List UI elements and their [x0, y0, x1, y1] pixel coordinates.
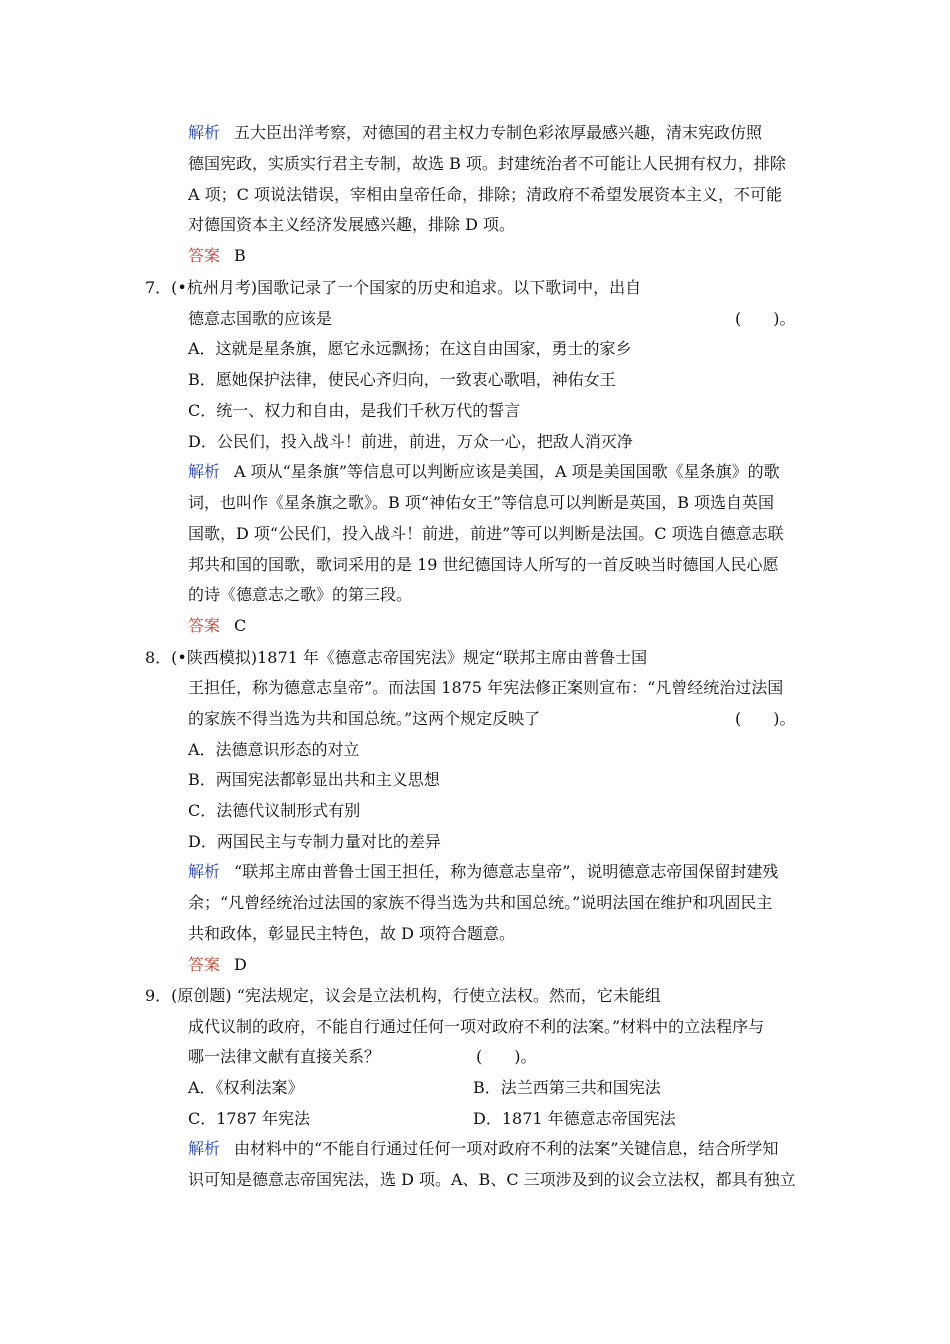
q6-analysis-line-1: 解析 五大臣出洋考察，对德国的君主权力专制色彩浓厚最感兴趣，清末宪政仿照	[188, 123, 763, 142]
q9-option-b: B．法兰西第三共和国宪法	[473, 1078, 661, 1097]
q7-analysis-line-5: 的诗《德意志之歌》的第三段。	[188, 585, 413, 604]
q9-stem-line-3: 哪一法律文献有直接关系？ ( )。	[188, 1047, 537, 1066]
q9-option-c: C．1787 年宪法	[188, 1109, 311, 1128]
answer-value: D	[234, 955, 247, 974]
answer-label: 答案	[188, 955, 221, 974]
q6-analysis-line-4: 对德国资本主义经济发展感兴趣，排除 D 项。	[188, 215, 516, 234]
q6-analysis-line-2: 德国宪政，实质实行君主专制，故选 B 项。封建统治者不可能让人民拥有权力，排除	[188, 154, 786, 173]
q8-answer	[188, 955, 247, 975]
q8-analysis-line-3: 共和政体，彰显民主特色，故 D 项符合题意。	[188, 924, 516, 943]
q7-option-c: C．统一、权力和自由，是我们千秋万代的誓言	[188, 401, 521, 420]
q7-stem-line-1: 7．(•杭州月考)国歌记录了一个国家的历史和追求。以下歌词中，出自	[145, 278, 642, 297]
analysis-label: 解析	[188, 862, 221, 881]
q8-analysis-line-2: 余；“凡曾经统治过法国的家族不得当选为共和国总统。”说明法国在维护和巩固民主	[188, 893, 773, 912]
q7-option-a: A．这就是星条旗，愿它永远飘扬；在这自由国家，勇士的家乡	[188, 339, 632, 358]
q9-option-a: A．《权利法案》	[188, 1078, 304, 1097]
q8-stem-line-2: 王担任，称为德意志皇帝”。而法国 1875 年宪法修正案则宣布：“凡曾经统治过法国	[188, 678, 784, 697]
answer-bracket: ( )。	[476, 1047, 537, 1066]
q7-answer	[188, 616, 246, 636]
q9-stem-line-2: 成代议制的政府，不能自行通过任何一项对政府不利的法案。”材料中的立法程序与	[188, 1017, 765, 1036]
q7-option-b: B．愿她保护法律，使民心齐归向，一致衷心歌唱，神佑女王	[188, 370, 616, 389]
q7-analysis-line-1: 解析 A 项从“星条旗”等信息可以判断应该是美国，A 项是美国国歌《星条旗》的歌	[188, 462, 780, 481]
answer-label: 答案	[188, 616, 221, 635]
q8-stem-line-1: 8．(•陕西模拟)1871 年《德意志帝国宪法》规定“联邦主席由普鲁士国	[145, 648, 648, 667]
q9-option-d: D．1871 年德意志帝国宪法	[473, 1109, 676, 1128]
q8-option-b: B．两国宪法都彰显出共和主义思想	[188, 770, 440, 789]
analysis-label: 解析	[188, 123, 221, 142]
answer-bracket: ( )。	[735, 709, 796, 728]
q7-stem-line-2: 德意志国歌的应该是 ( )。	[188, 309, 796, 328]
q6-answer	[188, 246, 246, 266]
q9-analysis-line-2: 识可知是德意志帝国宪法，选 D 项。A、B、C 三项涉及到的议会立法权，都具有独立	[188, 1170, 796, 1189]
answer-value: B	[234, 246, 246, 265]
q6-analysis-line-3: A 项；C 项说法错误，宰相由皇帝任命，排除；清政府不希望发展资本主义，不可能	[188, 185, 782, 204]
q9-stem-line-1: 9．(原创题) “宪法规定，议会是立法机构，行使立法权。然而，它未能组	[145, 986, 661, 1005]
answer-bracket: ( )。	[735, 309, 796, 328]
answer-value: C	[234, 616, 247, 635]
q8-option-d: D．两国民主与专制力量对比的差异	[188, 832, 441, 851]
q9-analysis-line-1: 解析 由材料中的“不能自行通过任何一项对政府不利的法案”关键信息，结合所学知	[188, 1139, 779, 1158]
analysis-label: 解析	[188, 462, 221, 481]
analysis-label: 解析	[188, 1139, 221, 1158]
q8-analysis-line-1: 解析 “联邦主席由普鲁士国王担任，称为德意志皇帝”，说明德意志帝国保留封建残	[188, 862, 779, 881]
q7-option-d: D．公民们，投入战斗！前进，前进，万众一心，把敌人消灭净	[188, 432, 633, 451]
q7-analysis-line-4: 邦共和国的国歌，歌词采用的是 19 世纪德国诗人所写的一首反映当时德国人民心愿	[188, 555, 779, 574]
q8-stem-line-3: 的家族不得当选为共和国总统。”这两个规定反映了 ( )。	[188, 709, 796, 728]
q7-analysis-line-2: 词，也叫作《星条旗之歌》。B 项“神佑女王”等信息可以判断是英国，B 项选自英国	[188, 493, 775, 512]
answer-label: 答案	[188, 246, 221, 265]
q7-analysis-line-3: 国歌，D 项“公民们，投入战斗！前进，前进”等可以判断是法国。C 项选自德意志联	[188, 524, 784, 543]
q8-option-c: C．法德代议制形式有别	[188, 801, 361, 820]
q8-option-a: A．法德意识形态的对立	[188, 740, 360, 759]
